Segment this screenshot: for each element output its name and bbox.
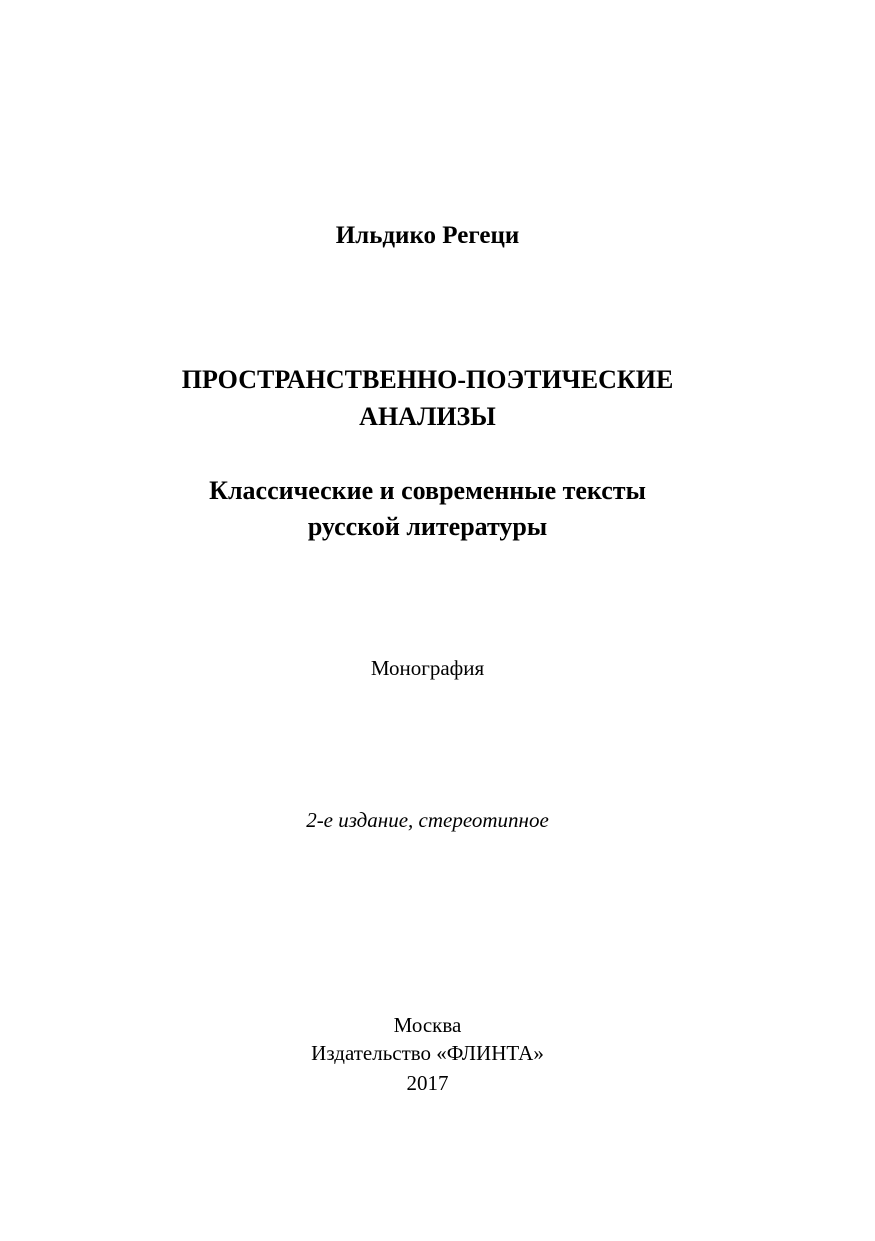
book-subtitle-line-2: русской литературы [307, 512, 548, 541]
imprint-city: Москва [393, 1013, 462, 1037]
book-title-line-1: ПРОСТРАНСТВЕННО-ПОЭТИЧЕСКИЕ [181, 365, 674, 394]
imprint-publisher: Издательство «ФЛИНТА» [311, 1041, 544, 1065]
book-title-line-2: АНАЛИЗЫ [359, 402, 496, 431]
edition-note: 2-е издание, стереотипное [306, 808, 549, 832]
book-subtitle-line-1: Классические и современные тексты [209, 476, 646, 505]
author-name: Ильдико Регеци [335, 222, 520, 249]
genre-label: Монография [370, 656, 485, 680]
imprint-year: 2017 [406, 1071, 449, 1095]
